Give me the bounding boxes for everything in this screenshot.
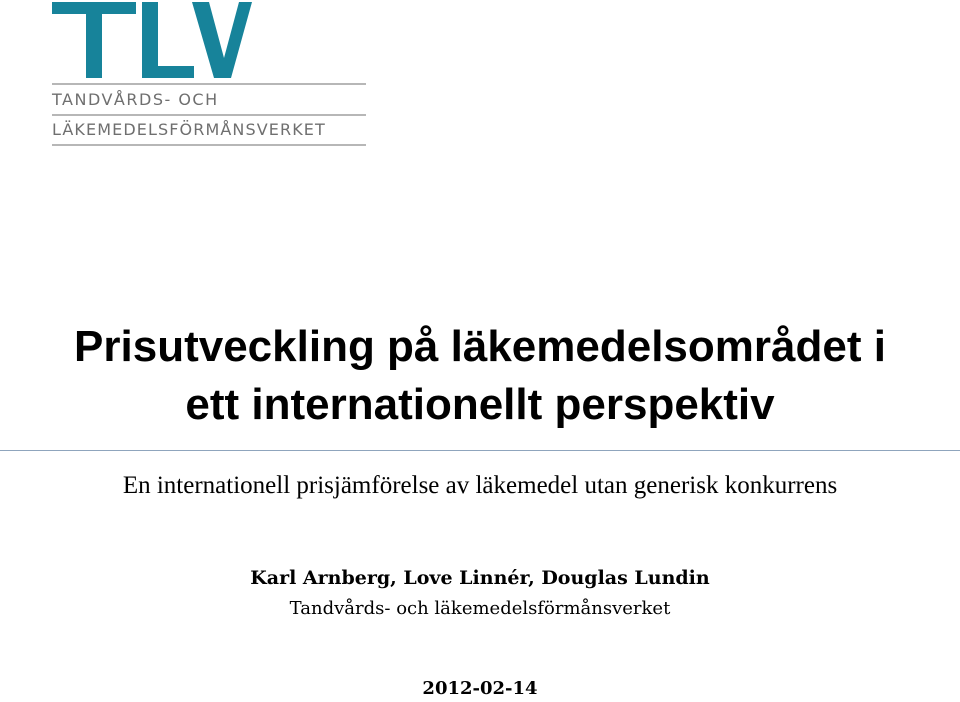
- logo-divider-bottom: [52, 144, 366, 146]
- logo-text-line2: LÄKEMEDELSFÖRMÅNSVERKET: [52, 120, 326, 139]
- document-subtitle: En internationell prisjämförelse av läkemedel utan generisk konkurrens: [122, 472, 838, 499]
- logo-divider-top: [52, 83, 366, 85]
- title-line1: Prisutveckling på läkemedelsområdet i: [74, 322, 886, 371]
- publication-date: 2012-02-14: [422, 678, 538, 699]
- title-divider: [0, 450, 960, 451]
- logo-divider-middle: [52, 114, 366, 116]
- tlv-logo-mark: [52, 2, 252, 80]
- document-title: [0, 318, 960, 434]
- tlv-logo: [52, 2, 368, 150]
- organization: Tandvårds- och läkemedelsförmånsverket: [289, 598, 671, 619]
- authors: Karl Arnberg, Love Linnér, Douglas Lundin: [250, 567, 710, 589]
- logo-text-line1: TANDVÅRDS- OCH: [52, 90, 219, 109]
- title-line2: ett internationellt perspektiv: [185, 380, 775, 429]
